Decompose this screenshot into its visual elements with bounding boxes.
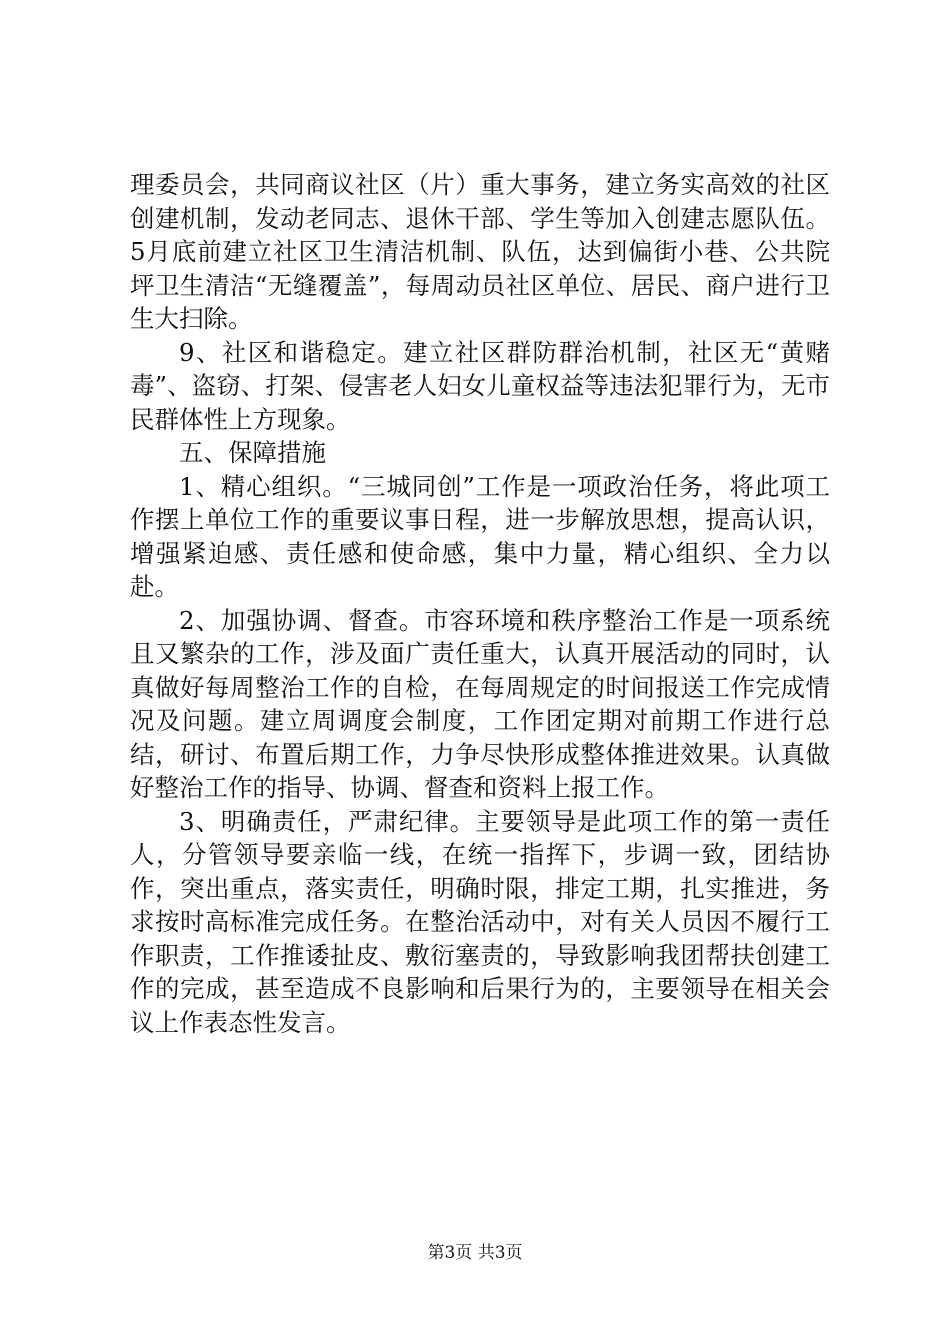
paragraph-measure-1-organization: 1、精心组织。“三城同创”工作是一项政治任务，将此项工作摆上单位工作的重要议事日程，进一步解放思想，提高认识，增强紧迫感、责任感和使命感，集中力量，精心组织、全力以赴。 xyxy=(130,471,830,601)
paragraph-committee-continuation: 理委员会，共同商议社区（片）重大事务，建立务实高效的社区创建机制，发动老同志、退休干部、学生等加入创建志愿队伍。5月底前建立社区卫生清洁机制、队伍，达到偏街小巷、公共院坪卫生清洁“无缝覆盖”，每周动员社区单位、居民、商户进行卫生大扫除。 xyxy=(130,170,830,333)
page-number-footer: 第3页 共3页 xyxy=(427,1243,523,1263)
section-heading-safeguards: 五、保障措施 xyxy=(179,438,326,467)
paragraph-item-9-community-stability: 9、社区和谐稳定。建立社区群防群治机制，社区无“黄赌毒”、盗窃、打架、侵害老人妇女儿童权益等违法犯罪行为，无市民群体性上方现象。 xyxy=(130,337,830,434)
paragraph-measure-2-coordination: 2、加强协调、督查。市容环境和秩序整治工作是一项系统且又繁杂的工作，涉及面广责任重大，认真开展活动的同时，认真做好每周整治工作的自检，在每周规定的时间报送工作完成情况及问题。建立周调度会制度，工作团定期对前期工作进行总结，研讨、布置后期工作，力争尽快形成整体推进效果。认真做好整治工作的指导、协调、督查和资料上报工作。 xyxy=(130,605,830,802)
paragraph-measure-3-responsibility: 3、明确责任，严肃纪律。主要领导是此项工作的第一责任人，分管领导要亲临一线，在统一指挥下，步调一致，团结协作，突出重点，落实责任，明确时限，排定工期，扎实推进，务求按时高标准完成任务。在整治活动中，对有关人员因不履行工作职责，工作推诿扯皮、敷衍塞责的，导致影响我团帮扶创建工作的完成，甚至造成不良影响和后果行为的，主要领导在相关会议上作表态性发言。 xyxy=(130,806,830,1037)
document-body xyxy=(130,168,830,1039)
